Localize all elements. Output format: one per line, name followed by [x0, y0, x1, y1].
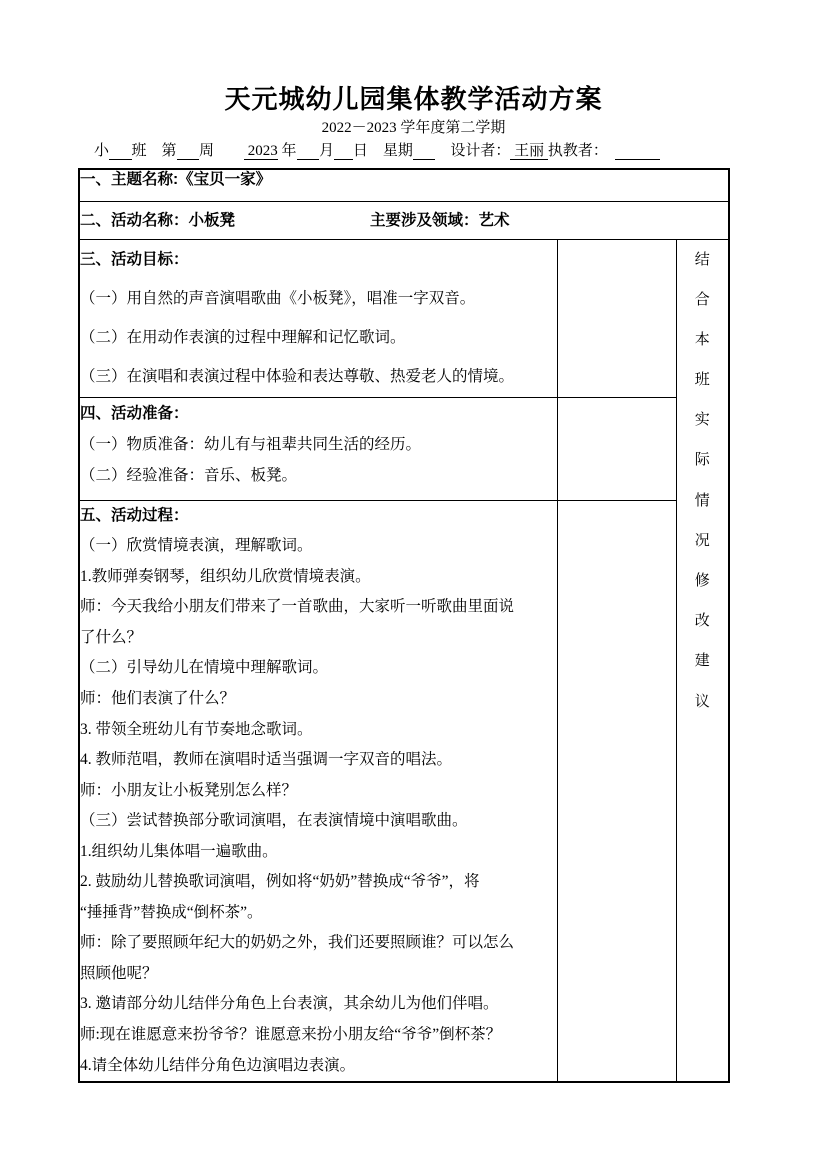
- text-line: 1.教师弹奏钢琴，组织幼儿欣赏情境表演。: [80, 567, 371, 585]
- text-line: 师：小朋友让小板凳别怎么样？: [80, 781, 298, 799]
- revision-note-cell-goals: [557, 239, 676, 397]
- text-line: 师：今天我给小朋友们带来了一首歌曲，大家听一听歌曲里面说: [80, 598, 515, 616]
- text-line: 三、活动目标：: [80, 250, 189, 268]
- text-line: 1.组织幼儿集体唱一遍歌曲。: [80, 842, 278, 860]
- class-prefix: 小: [94, 143, 110, 159]
- revision-note-cell-process: [557, 500, 676, 1082]
- domain-text: 主要涉及领域：艺术: [370, 211, 510, 229]
- year-label: 年: [277, 143, 297, 159]
- goals-row: [79, 239, 729, 397]
- class-suffix: 班 第: [131, 143, 177, 159]
- side-note-char: 际: [694, 452, 710, 469]
- text-line: （二）经验准备：音乐、板凳。: [80, 466, 298, 484]
- side-note-char: 修: [694, 573, 710, 589]
- side-note-char: 结: [694, 251, 710, 268]
- side-note-char: 建: [694, 653, 710, 670]
- activity-cell: [79, 201, 729, 239]
- month-blank: [297, 143, 320, 160]
- theme-cell: [79, 169, 729, 201]
- side-note-char: 实: [694, 412, 710, 429]
- side-note-char: 情: [694, 492, 710, 509]
- teacher-blank: [615, 143, 660, 160]
- text-line: 师：他们表演了什么？: [80, 689, 236, 707]
- text-line: 3. 邀请部分幼儿结伴分角色上台表演，其余幼儿为他们伴唱。: [80, 995, 499, 1013]
- week-label: 周: [199, 143, 245, 159]
- text-line: 4.请全体幼儿结伴分角色边演唱边表演。: [80, 1056, 356, 1074]
- page-title: 天元城幼儿园集体教学活动方案: [224, 84, 603, 114]
- text-line: （三）尝试替换部分歌词演唱，在表演情境中演唱歌曲。: [80, 812, 468, 830]
- goals-cell: [79, 239, 557, 397]
- semester-subtitle: 2022－2023 学年度第二学期: [321, 120, 506, 136]
- text-line: （一）欣赏情境表演，理解歌词。: [80, 537, 313, 555]
- text-line: （二）引导幼儿在情境中理解歌词。: [80, 659, 329, 677]
- theme-row: [79, 169, 729, 201]
- text-line: 2. 鼓励幼儿替换歌词演唱，例如将“奶奶”替换成“爷爷”，将: [80, 873, 480, 891]
- text-line: 师:现在谁愿意来扮爷爷？谁愿意来扮小朋友给“爷爷”倒杯茶？: [80, 1025, 502, 1043]
- side-note-cell: [676, 239, 729, 1082]
- year-value: 2023: [244, 143, 278, 159]
- info-line: [94, 141, 827, 161]
- text-line: 师：除了要照顾年纪大的奶奶之外，我们还要照顾谁？可以怎么: [80, 934, 515, 952]
- activity-row: [79, 201, 729, 239]
- week-blank: [177, 143, 200, 160]
- weekday-blank: [413, 143, 436, 160]
- month-label: 月: [319, 143, 335, 159]
- side-note-char: 况: [694, 532, 710, 549]
- process-row: [79, 500, 729, 1082]
- text-line: （三）在演唱和表演过程中体验和表达尊敬、热爱老人的情境。: [80, 368, 515, 386]
- text-line: 五、活动过程：: [80, 506, 189, 524]
- day-blank: [334, 143, 353, 160]
- activity-name-text: 二、活动名称：小板凳: [80, 211, 236, 229]
- plan-table: [78, 168, 730, 1083]
- side-note-char: 本: [694, 331, 710, 348]
- text-line: （一）用自然的声音演唱歌曲《小板凳》，唱准一字双音。: [80, 289, 476, 307]
- day-label: 日 星期: [352, 143, 413, 159]
- designer-value: 王丽: [510, 143, 548, 159]
- text-line: “捶捶背”替换成“倒杯茶”。: [80, 903, 263, 921]
- process-cell: [79, 500, 557, 1082]
- text-line: 4. 教师范唱，教师在演唱时适当强调一字双音的唱法。: [80, 751, 453, 769]
- side-note-char: 改: [694, 613, 710, 630]
- preparation-cell: [79, 397, 557, 500]
- text-line: 了什么？: [80, 628, 143, 646]
- text-line: （二）在用动作表演的过程中理解和记忆歌词。: [80, 329, 406, 347]
- designer-label: 设计者：: [435, 143, 511, 159]
- preparation-row: [79, 397, 729, 500]
- text-line: （一）物质准备：幼儿有与祖辈共同生活的经历。: [80, 435, 422, 453]
- text-line: 四、活动准备：: [80, 404, 189, 422]
- side-note-char: 议: [694, 693, 710, 710]
- class-blank: [109, 143, 132, 160]
- text-line: 照顾他呢？: [80, 964, 158, 982]
- side-note-char: 班: [694, 372, 710, 389]
- theme-text: 一、主题名称:《宝贝一家》: [80, 171, 272, 188]
- side-note-char: 合: [694, 291, 710, 308]
- revision-note-cell-preparation: [557, 397, 676, 500]
- text-line: 3. 带领全班幼儿有节奏地念歌词。: [80, 720, 313, 738]
- teacher-label: 执教者：: [547, 143, 616, 159]
